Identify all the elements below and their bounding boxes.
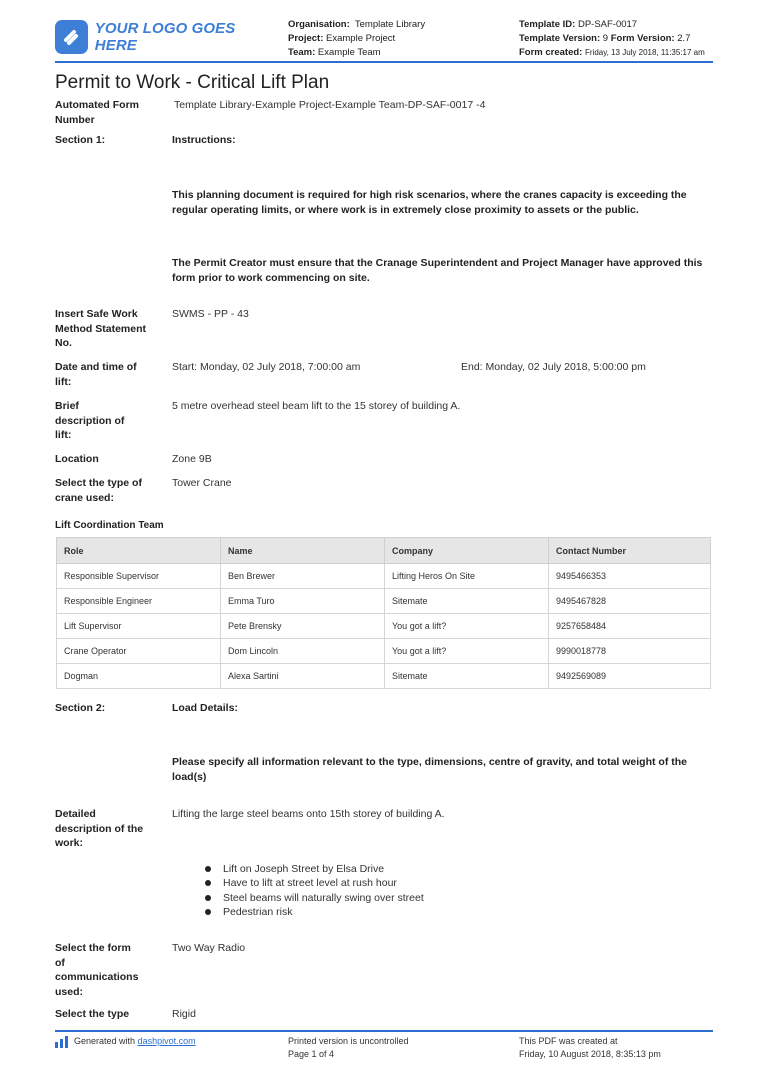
footer-generated [55, 1035, 196, 1048]
end-datetime: End: Monday, 02 July 2018, 5:00:00 pm [461, 361, 646, 373]
table-row [57, 664, 711, 689]
comms-label: Select the form of communications used: [55, 942, 139, 998]
instruction-2: The Permit Creator must ensure that the Cranage Superintendent and Project Manager have approved this form prior to work commencing on site. [172, 257, 703, 284]
footer-divider [55, 1030, 713, 1032]
page-title: Permit to Work - Critical Lift Plan [55, 72, 330, 93]
footer-print-info [288, 1035, 409, 1061]
brief-row [55, 399, 715, 444]
dashpivot-icon [55, 1036, 69, 1048]
swms-value: SWMS - PP - 43 [172, 308, 249, 320]
project-label: Project: [288, 33, 324, 44]
cell-role: Responsible Engineer [57, 589, 221, 614]
logo-icon [55, 20, 88, 54]
organisation-label: Organisation: [288, 19, 350, 30]
col-header-name: Name [221, 538, 385, 564]
cell-name: Emma Turo [221, 589, 385, 614]
list-item: Lift on Joseph Street by Elsa Drive [205, 862, 424, 876]
detail-label: Detailed description of the work: [55, 808, 144, 849]
section1-label: Section 1: [55, 134, 106, 146]
cell-company: You got a lift? [385, 639, 549, 664]
template-version-value: 9 [602, 33, 609, 44]
organisation-value: Template Library [354, 19, 426, 30]
table-row [57, 614, 711, 639]
cell-company: Sitemate [385, 589, 549, 614]
header-divider [55, 61, 713, 63]
section1-row [55, 133, 715, 149]
cell-contact: 9492569089 [549, 664, 711, 689]
team-label: Team: [288, 47, 316, 58]
cell-role: Dogman [57, 664, 221, 689]
team-section-title: Lift Coordination Team [55, 520, 164, 531]
start-datetime: Start: Monday, 02 July 2018, 7:00:00 am [172, 361, 361, 373]
crane-value: Tower Crane [172, 477, 232, 489]
template-version-label: Template Version: [519, 33, 601, 44]
table-row [57, 564, 711, 589]
col-header-contact: Contact Number [549, 538, 711, 564]
cell-name: Ben Brewer [221, 564, 385, 589]
crane-label: Select the type of crane used: [55, 477, 142, 504]
pdf-created-label: This PDF was created at [519, 1036, 618, 1046]
company-logo [55, 18, 275, 56]
team-value: Example Team [317, 47, 381, 58]
page-header [0, 0, 768, 64]
form-number-label: Automated Form Number [55, 99, 139, 126]
detail-row [55, 807, 715, 852]
location-label: Location [55, 453, 99, 465]
location-row [55, 452, 715, 468]
cell-contact: 9257658484 [549, 614, 711, 639]
datetime-label: Date and time of lift: [55, 361, 137, 388]
crane-row [55, 476, 715, 506]
comms-value: Two Way Radio [172, 942, 246, 954]
template-id-label: Template ID: [519, 19, 576, 30]
col-header-role: Role [57, 538, 221, 564]
logo-text: YOUR LOGO GOES HERE [94, 20, 236, 54]
cell-role: Lift Supervisor [57, 614, 221, 639]
header-template-info [519, 18, 705, 60]
table-row [57, 639, 711, 664]
section2-instruction-row [55, 755, 715, 785]
section1-heading: Instructions: [172, 134, 236, 146]
cell-contact: 9495467828 [549, 589, 711, 614]
detail-bullet-list [205, 862, 424, 919]
cell-name: Pete Brensky [221, 614, 385, 639]
type-value: Rigid [172, 1008, 196, 1020]
list-item: Have to lift at street level at rush hour [205, 876, 424, 890]
section2-heading: Load Details: [172, 702, 238, 714]
dashpivot-link[interactable]: dashpivot.com [137, 1036, 196, 1046]
location-value: Zone 9B [172, 453, 212, 465]
table-row [57, 589, 711, 614]
cell-name: Alexa Sartini [221, 664, 385, 689]
header-org-info [288, 18, 425, 60]
cell-contact: 9990018778 [549, 639, 711, 664]
swms-row [55, 307, 715, 352]
brief-value: 5 metre overhead steel beam lift to the 15 storey of building A. [172, 400, 461, 412]
detail-value: Lifting the large steel beams onto 15th storey of building A. [172, 808, 445, 820]
section2-row [55, 701, 715, 717]
form-created-value: Friday, 13 July 2018, 11:35:17 am [585, 48, 705, 57]
list-item: Pedestrian risk [205, 905, 424, 919]
cell-contact: 9495466353 [549, 564, 711, 589]
cell-role: Responsible Supervisor [57, 564, 221, 589]
generated-prefix: Generated with [74, 1036, 136, 1046]
cell-company: Sitemate [385, 664, 549, 689]
form-number-value: Template Library-Example Project-Example Team-DP-SAF-0017 -4 [174, 99, 486, 111]
datetime-row [55, 360, 715, 390]
brief-label: Brief description of lift: [55, 400, 125, 441]
instruction-1: This planning document is required for high risk scenarios, where the cranes capacity is exceeding the regular operating limits, or where work is in extremely close proximity to assets or the public. [172, 189, 687, 216]
type-row [55, 1007, 715, 1023]
page-number: Page 1 of 4 [288, 1049, 335, 1059]
project-value: Example Project [326, 33, 396, 44]
list-item: Steel beams will naturally swing over street [205, 891, 424, 905]
swms-label: Insert Safe Work Method Statement No. [55, 308, 147, 349]
template-id-value: DP-SAF-0017 [577, 19, 638, 30]
table-header-row [57, 538, 711, 564]
footer-pdf-info [519, 1035, 661, 1061]
cell-role: Crane Operator [57, 639, 221, 664]
form-version-label: Form Version: [610, 33, 675, 44]
form-version-value: 2.7 [677, 33, 691, 44]
instruction-2-row [55, 256, 715, 286]
team-table [56, 537, 711, 689]
form-number-row [55, 98, 715, 128]
col-header-company: Company [385, 538, 549, 564]
instruction-1-row [55, 188, 715, 218]
comms-row [55, 941, 715, 1001]
section2-label: Section 2: [55, 702, 106, 714]
printed-note: Printed version is uncontrolled [288, 1036, 409, 1046]
pdf-created-value: Friday, 10 August 2018, 8:35:13 pm [519, 1049, 661, 1059]
form-created-label: Form created: [519, 47, 583, 58]
cell-name: Dom Lincoln [221, 639, 385, 664]
cell-company: You got a lift? [385, 614, 549, 639]
section2-instruction: Please specify all information relevant to the type, dimensions, centre of gravity, and total weight of the load(s) [172, 756, 687, 783]
cell-company: Lifting Heros On Site [385, 564, 549, 589]
type-label: Select the type [55, 1008, 130, 1020]
